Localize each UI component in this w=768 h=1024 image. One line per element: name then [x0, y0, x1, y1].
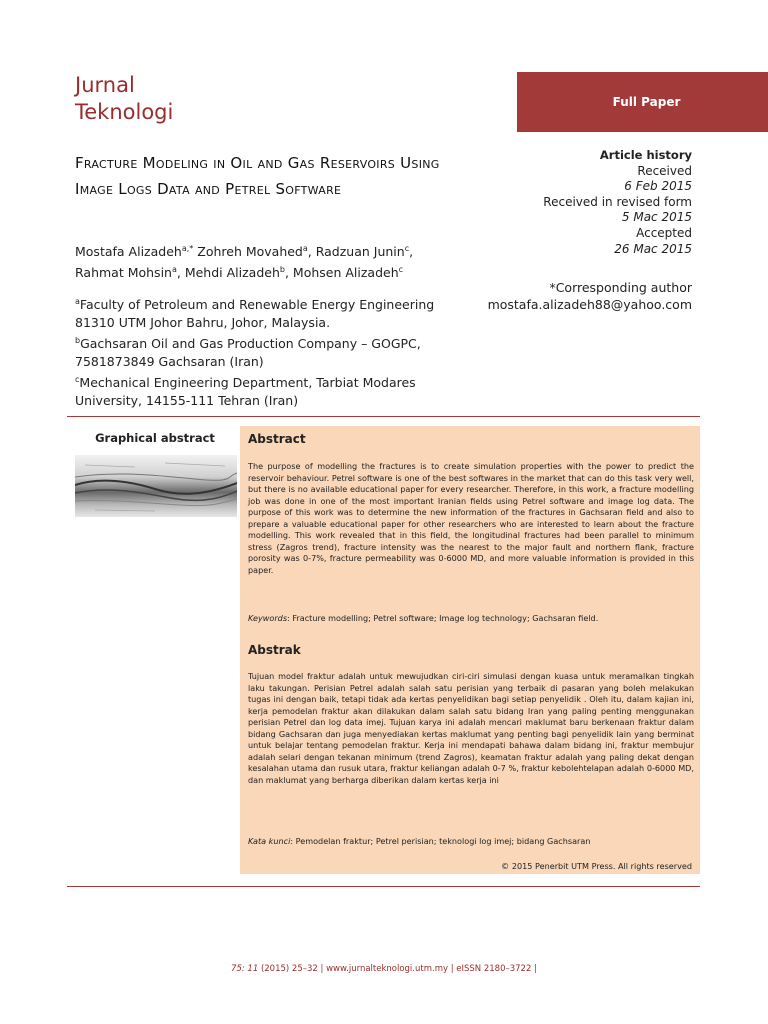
accepted-date: 26 Mac 2015 [614, 241, 692, 256]
top-divider [67, 416, 700, 417]
revised-label: Received in revised form [543, 194, 692, 209]
article-history-heading: Article history [599, 148, 692, 162]
corresponding-label: *Corresponding author [549, 280, 692, 295]
abstract-keywords [248, 613, 694, 625]
author: Mostafa Alizadeh$^{a,*}$ [75, 244, 194, 260]
abstract-heading: Abstract [248, 432, 306, 446]
abstract-body: The purpose of modelling the fractures is to create simulation properties with the power to predict the reservoir behaviour. Petrel software is one of the best softwares in the market that can do this task very well, but there is no available educational paper for every researcher. Therefore, in this work, a fracture modelling job was done in one of the most important Iranian fields using Petrel software and image log data. The purpose of this work was to determine the new information of the fractures in Gachsaran field and also to prepare a valuable educational paper for other researchers who are interested to learn about the fracture modelling. This work revealed that in this field, the longitudinal fractures had been parallel to minimum stress (Zagros trend), fracture intensity was the nearest to the major fault and northern flank, fracture porosity was 0-7%, fracture permeability was 0-6000 MD, and more valuable information is provided in this paper. [248, 461, 694, 575]
corresponding-author [392, 279, 692, 313]
kata-kunci-label: Kata kunci [248, 836, 291, 846]
abstrak-heading: Abstrak [248, 643, 301, 657]
article-history [452, 148, 692, 257]
abstrak-keywords [248, 836, 694, 848]
abstrak-body: Tujuan model fraktur adalah untuk mewujudkan ciri-ciri simulasi dengan kuasa untuk meramalkan tingkah laku takungan. Perisian Petrel adalah salah satu perisian yang terbaik di pasaran yang boleh melakukan tugas ini dengan baik, tetapi tidak ada kertas penyelidikan bagi setiap penyelidik . Oleh itu, dalam kajian ini, kerja pemodelan fraktur akan dilakukan dalam salah satu bidang Iran yang paling penting menggunakan perisian Petrel dan log data imej. Tujuan karya ini adalah mencari maklumat baru berkenaan fraktur dalam bidang Gachsaran dan juga menyediakan kertas maklumat yang penting bagi penyelidik lain yang berminat untuk belajar tentang pemodelan fraktur. Kerja ini mendapati bahawa dalam bidang ini, fraktur membujur adalah selari dengan tekanan minimum (trend Zagros), keamatan fraktur adalah yang paling dekat dengan kesalahan utama dan rusuk utara, fraktur keliangan adalah 0-7 %, fraktur kebolehtelapan adalah 0-6000 MD, dan maklumat yang berharga diberikan dalam kertas kerja ini [248, 671, 694, 785]
graphical-abstract-label: Graphical abstract [95, 431, 215, 445]
author: Mohsen Alizadeh$^c$ [292, 265, 404, 281]
bottom-divider [67, 886, 700, 887]
page-footer [0, 964, 768, 974]
author: Radzuan Junin$^c$, [315, 244, 414, 260]
accepted-label: Accepted [636, 225, 692, 240]
author: Rahmat Mohsin$^a$, [75, 265, 185, 281]
graphical-abstract-image [75, 455, 237, 517]
full-paper-banner [517, 72, 768, 132]
paper-title: Fracture Modeling in Oil and Gas Reservoirs Using Image Logs Data and Petrel Software [75, 154, 440, 198]
affiliation: $^a$Faculty of Petroleum and Renewable Energy Engineering 81310 UTM Johor Bahru, Johor, Malaysia. [75, 297, 435, 331]
keywords-label: Keywords [248, 613, 288, 623]
affiliation: $^c$Mechanical Engineering Department, Tarbiat Modares University, 14155-111 Tehran (Iran) [75, 375, 416, 409]
footer-details: (2015) 25–32 | www.jurnalteknologi.utm.my | eISSN 2180–3722 | [258, 964, 537, 974]
author-list [75, 240, 460, 282]
copyright-notice: © 2015 Penerbit UTM Press. All rights reserved [501, 861, 692, 871]
journal-name-line1: Jurnal [75, 73, 135, 97]
kata-kunci-text: : Pemodelan fraktur; Petrel perisian; teknologi log imej; bidang Gachsaran [290, 836, 591, 846]
revised-date: 5 Mac 2015 [621, 210, 692, 225]
keywords-text: : Fracture modelling; Petrel software; Image log technology; Gachsaran field. [287, 613, 599, 623]
banner-label: Full Paper [612, 95, 681, 109]
journal-name [75, 72, 173, 126]
author: Mehdi Alizadeh$^b$, [184, 265, 293, 281]
footer-volume: 75: 11 [231, 964, 259, 974]
journal-name-line2: Teknologi [75, 100, 174, 124]
received-date: 6 Feb 2015 [624, 179, 692, 194]
affiliation: $^b$Gachsaran Oil and Gas Production Company – GOGPC, 7581873849 Gachsaran (Iran) [75, 336, 421, 370]
author: Zohreh Movahed$^a$, [197, 244, 316, 260]
received-label: Received [637, 163, 692, 178]
corresponding-email[interactable]: mostafa.alizadeh88@yahoo.com [487, 297, 692, 312]
